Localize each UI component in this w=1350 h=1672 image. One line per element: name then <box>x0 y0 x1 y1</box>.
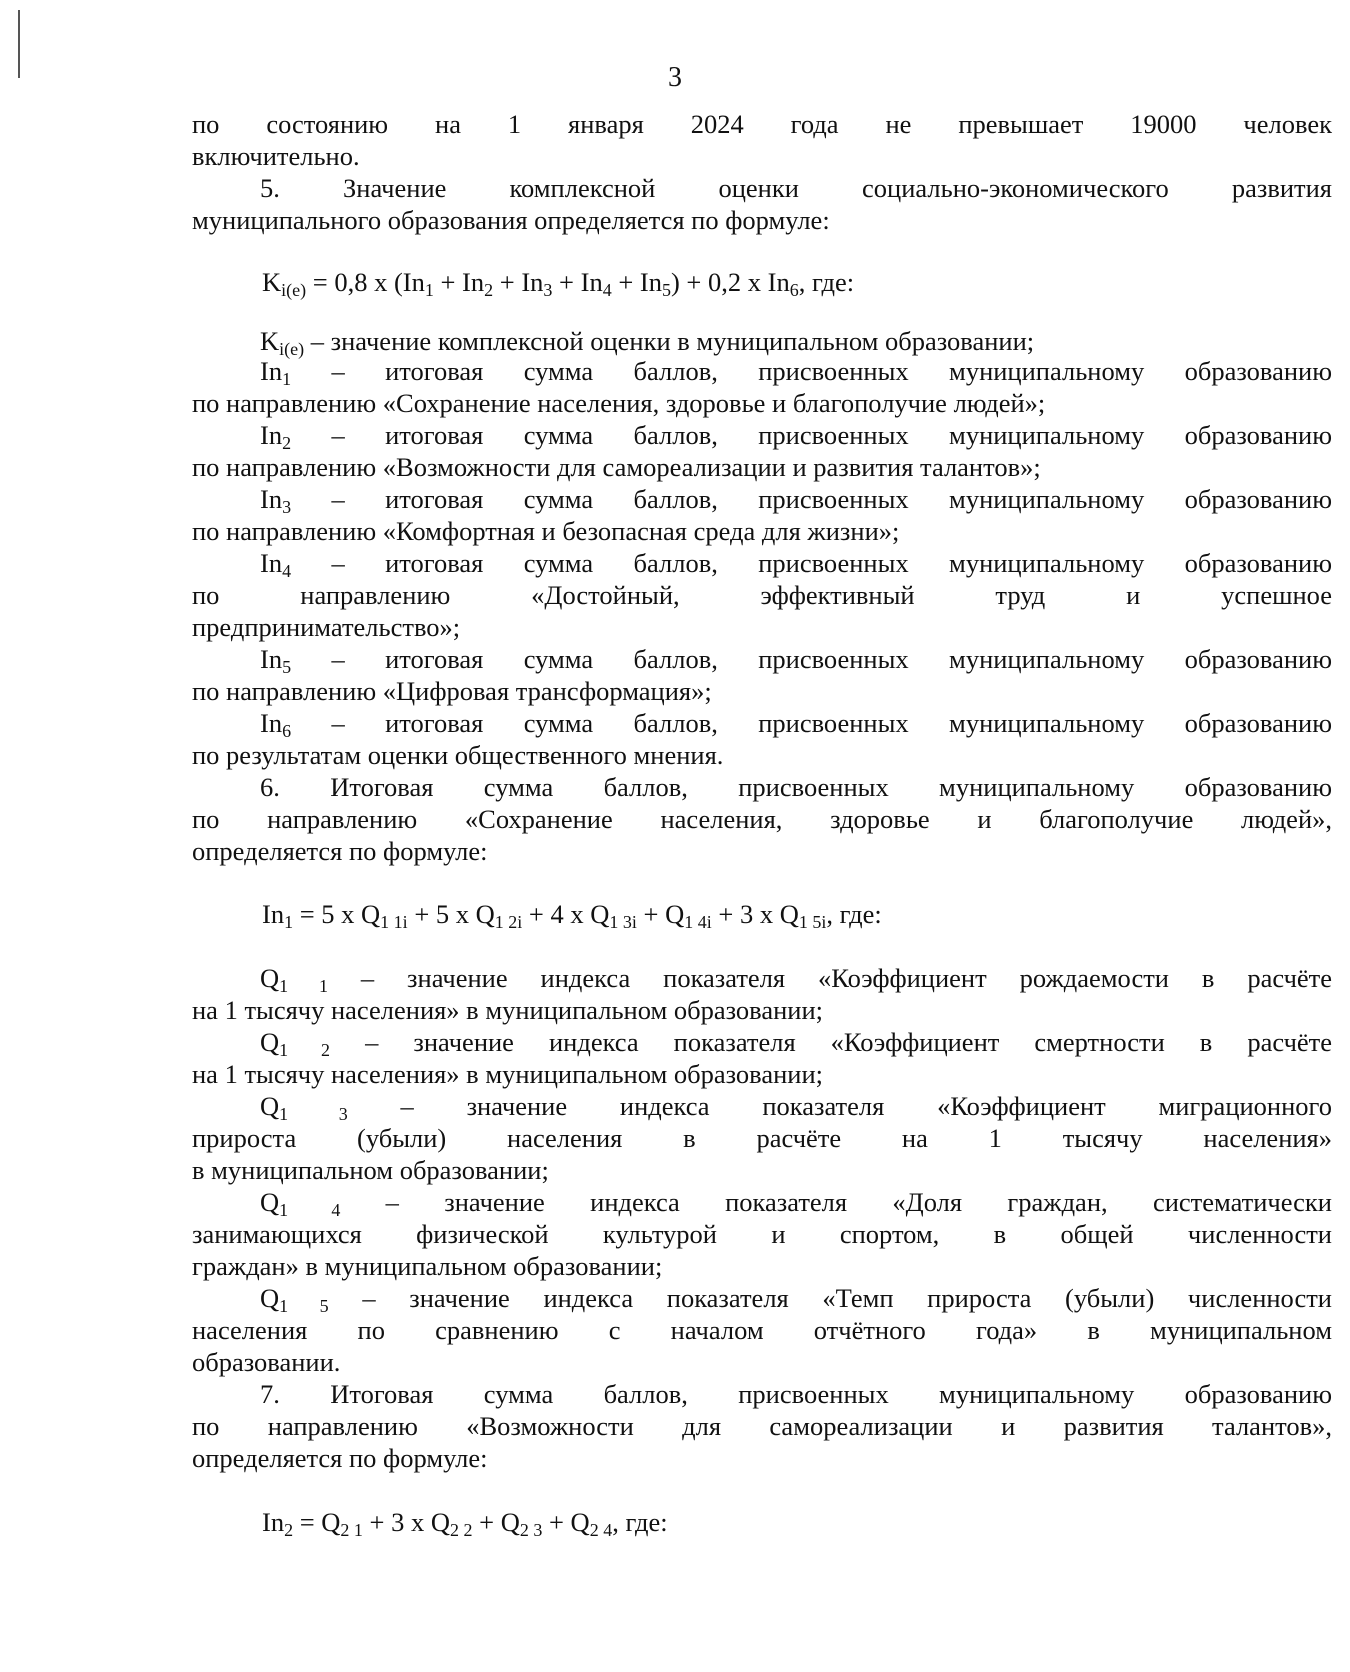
text-line: по направлению «Возможности для самореализации и развития талантов»; <box>192 452 1041 482</box>
definition-in5: $In_5$ – итоговая сумма баллов, присвоенных муниципальному образованию <box>260 644 1332 677</box>
text-line: образовании. <box>192 1347 341 1377</box>
definition-in1: $In_1$ – итоговая сумма баллов, присвоенных муниципальному образованию <box>260 356 1332 389</box>
formula-in2: $In_2 = Q_{2 1} + 3$ x $Q_{2 2} + Q_{2 3} + Q_{2 4}$, где: <box>262 1507 668 1540</box>
text-line: по направлению «Цифровая трансформация»; <box>192 676 712 706</box>
text-line: граждан» в муниципальном образовании; <box>192 1251 663 1281</box>
text-line: по направлению «Достойный, эффективный труд и успешное <box>192 580 1332 610</box>
definition-in3: $In_3$ – итоговая сумма баллов, присвоенных муниципальному образованию <box>260 484 1332 517</box>
text-line: определяется по формуле: <box>192 1443 488 1473</box>
text-line: по направлению «Сохранение населения, здоровье и благополучие людей», <box>192 804 1332 834</box>
definition-in6: $In_6$ – итоговая сумма баллов, присвоенных муниципальному образованию <box>260 708 1332 741</box>
text-line: муниципального образования определяется по формуле: <box>192 205 830 235</box>
text-line: по результатам оценки общественного мнения. <box>192 740 724 770</box>
text-line: по направлению «Возможности для самореализации и развития талантов», <box>192 1411 1332 1441</box>
formula-k: $K_{i(e)} = 0,8$ x $(In_1 + In_2 + In_3 + In_4 + In_5) + 0,2$ x $In_6$, где: <box>262 267 855 300</box>
definition-q13: $Q_{1 3}$ – значение индекса показателя «Коэффициент миграционного <box>260 1091 1332 1124</box>
text-line: по направлению «Комфортная и безопасная среда для жизни»; <box>192 516 900 546</box>
text-line: населения по сравнению с началом отчётного года» в муниципальном <box>192 1315 1332 1345</box>
text-line: включительно. <box>192 141 360 171</box>
definition-q11: $Q_{1 1}$ – значение индекса показателя «Коэффициент рождаемости в расчёте <box>260 963 1333 996</box>
paragraph-7-heading: 7. Итоговая сумма баллов, присвоенных муниципальному образованию <box>260 1379 1332 1409</box>
text-line: по направлению «Сохранение населения, здоровье и благополучие людей»; <box>192 388 1046 418</box>
text-line: предпринимательство»; <box>192 612 461 642</box>
text-line: определяется по формуле: <box>192 836 488 866</box>
paragraph-5-heading: 5. Значение комплексной оценки социально-экономического развития <box>260 173 1332 203</box>
definition-in4: $In_4$ – итоговая сумма баллов, присвоенных муниципальному образованию <box>260 548 1332 581</box>
page-number: 3 <box>668 62 682 93</box>
text-line: на 1 тысячу населения» в муниципальном образовании; <box>192 1059 824 1089</box>
definition-q14: $Q_{1 4}$ – значение индекса показателя «Доля граждан, систематически <box>260 1187 1332 1220</box>
formula-in1: $In_1 = 5$ x $Q_{1 1i} + 5$ x $Q_{1 2i} + 4$ x $Q_{1 3i} + Q_{1 4i} + 3$ x $Q_{1 5i}$, где: <box>262 899 882 932</box>
text-line: прироста (убыли) населения в расчёте на 1 тысячу населения» <box>192 1123 1332 1153</box>
paragraph-6-heading: 6. Итоговая сумма баллов, присвоенных муниципальному образованию <box>260 772 1332 802</box>
text-line: на 1 тысячу населения» в муниципальном образовании; <box>192 995 824 1025</box>
definition-k: $K_{i(e)}$ – значение комплексной оценки в муниципальном образовании; <box>260 326 1035 359</box>
text-line: по состоянию на 1 января 2024 года не превышает 19000 человек <box>192 109 1332 139</box>
text-line: в муниципальном образовании; <box>192 1155 549 1185</box>
definition-q15: $Q_{1 5}$ – значение индекса показателя «Темп прироста (убыли) численности <box>260 1283 1332 1316</box>
text-line: занимающихся физической культурой и спортом, в общей численности <box>192 1219 1332 1249</box>
definition-in2: $In_2$ – итоговая сумма баллов, присвоенных муниципальному образованию <box>260 420 1332 453</box>
definition-q12: $Q_{1 2}$ – значение индекса показателя «Коэффициент смертности в расчёте <box>260 1027 1333 1060</box>
